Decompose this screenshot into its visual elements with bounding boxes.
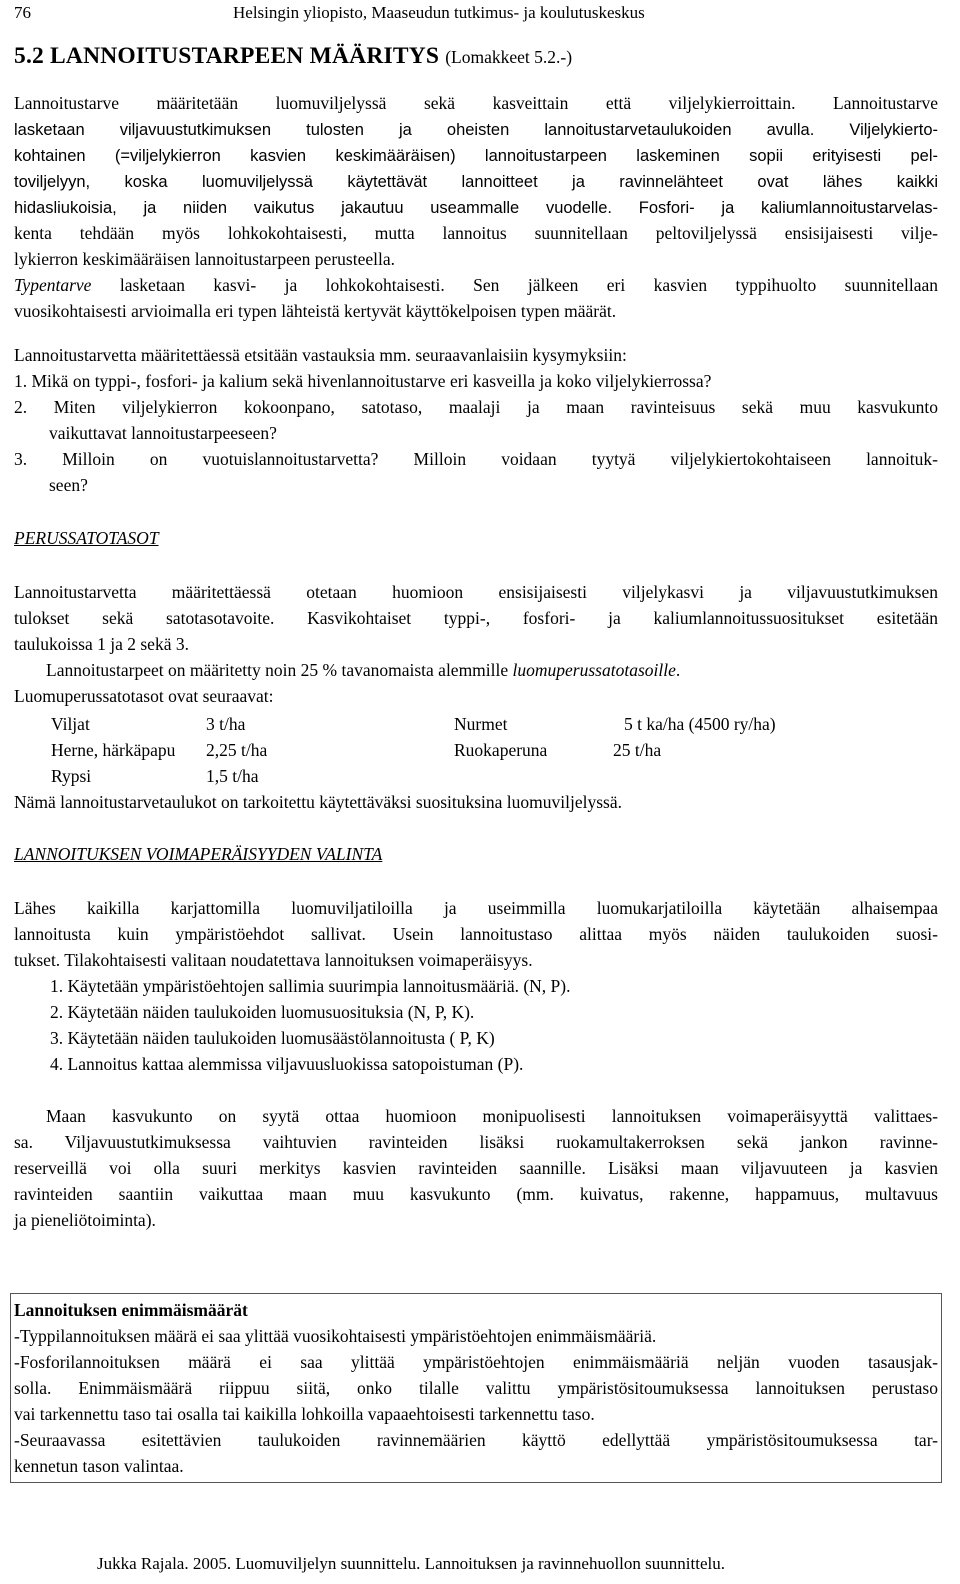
box-line-1: -Typpilannoituksen määrä ei saa ylittää vuosikohtaisesti ympäristöehtojen enimmäismääriä. xyxy=(14,1326,657,1346)
questions-lead: Lannoitustarvetta määritettäessä etsitään vastauksia mm. seuraavanlaisiin kysymyksiin: xyxy=(14,345,627,365)
box-title: Lannoituksen enimmäismäärät xyxy=(14,1300,248,1320)
intro-line-3-text: kohtainen (=viljelykierron kasvien keskimääräisen) lannoitustarpeen laskeminen sopii erityisesti pel- xyxy=(14,147,938,165)
perussatotasot-line-4-end: . xyxy=(675,660,681,680)
luomuperussatotasoille-term: luomuperussatotasoille xyxy=(512,660,676,680)
intro-line-1: Lannoitustarve määritetään luomuviljelyssä sekä kasveittain että viljelykierroittain. Lannoitustarve xyxy=(14,93,938,113)
intro-line-2 xyxy=(14,116,938,143)
perussatotasot-line-1: Lannoitustarvetta määritettäessä otetaan huomioon ensisijaisesti viljelykasvi ja viljavuustutkimuksen xyxy=(14,582,938,602)
perussatotasot-line-3: taulukoissa 1 ja 2 sekä 3. xyxy=(14,634,189,654)
section-forms: (Lomakkeet 5.2.-) xyxy=(445,47,573,67)
kasvukunto-line-4: ravinteiden saantiin vaikuttaa maan muu kasvukunto (mm. kuivatus, rakenne, happamuus, multavuus xyxy=(14,1184,938,1204)
question-2-cont: vaikuttavat lannoitustarpeeseen? xyxy=(49,423,277,443)
list-item: 1. Käytetään ympäristöehtojen sallimia suurimpia lannoitusmääriä. (N, P). xyxy=(50,976,571,996)
intro-line-5-text: hidasliukoisia, ja niiden vaikutus jakautuu useammalle vuodelle. Fosfori- ja kaliumlannoitustarvelas- xyxy=(14,199,938,217)
yield-value: 3 t/ha xyxy=(206,714,246,734)
intro-line-4 xyxy=(14,168,938,195)
yield-value: 2,25 t/ha xyxy=(206,740,268,760)
intro-line-8-rest: lasketaan kasvi- ja lohkokohtaisesti. Sen jälkeen eri kasvien typpihuolto suunnitellaan xyxy=(91,275,938,295)
header-institution: Helsingin yliopisto, Maaseudun tutkimus- ja koulutuskeskus xyxy=(233,3,645,22)
voimaperaisyys-line-1: Lähes kaikilla karjattomilla luomuviljatiloilla ja useimmilla luomukarjatiloilla käytetään alhaisempaa xyxy=(14,898,938,918)
question-2: 2. Miten viljelykierron kokoonpano, satotaso, maalaji ja maan ravinteisuus sekä muu kasvukunto xyxy=(14,397,938,417)
list-item: 4. Lannoitus kattaa alemmissa viljavuusluokissa satopoistuman (P). xyxy=(50,1054,524,1074)
yield-crop: Ruokaperuna xyxy=(454,740,548,760)
voimaperaisyys-line-2: lannoitusta kuin ympäristöehdot sallivat. Usein lannoitustaso alittaa myös näiden taulukoiden suosi- xyxy=(14,924,938,944)
intro-line-2-text: lasketaan viljavuustutkimuksen tulosten ja oheisten lannoitustarvetaulukoiden avulla. Viljelykierto- xyxy=(14,121,938,139)
kasvukunto-line-1: Maan kasvukunto on syytä ottaa huomioon monipuolisesti lannoituksen voimaperäisyyttä valittaes- xyxy=(46,1106,938,1126)
perussatotasot-line-6: Nämä lannoitustarvetaulukot on tarkoitettu käytettäväksi suosituksina luomuviljelyssä. xyxy=(14,792,623,812)
section-heading xyxy=(14,43,572,70)
page-footer: Jukka Rajala. 2005. Luomuviljelyn suunnittelu. Lannoituksen ja ravinnehuollon suunnittelu. xyxy=(97,1554,725,1573)
box-line-6: kennetun tason valintaa. xyxy=(14,1456,184,1476)
perussatotasot-line-4-start: Lannoitustarpeet on määritetty noin 25 % tavanomaista alemmille xyxy=(46,660,513,680)
perussatotasot-line-5: Luomuperussatotasot ovat seuraavat: xyxy=(14,686,274,706)
intro-line-3 xyxy=(14,142,938,169)
voimaperaisyys-line-3: tukset. Tilakohtaisesti valitaan noudatettava lannoituksen voimaperäisyys. xyxy=(14,950,533,970)
kasvukunto-line-3: reserveillä voi olla suuri merkitys kasvien ravinteiden saannille. Lisäksi maan viljavuuteen ja kasvien xyxy=(14,1158,938,1178)
intro-line-8 xyxy=(14,272,938,298)
perussatotasot-heading: PERUSSATOTASOT xyxy=(14,528,159,548)
perussatotasot-line-4 xyxy=(46,657,680,683)
yield-crop: Rypsi xyxy=(51,766,92,786)
question-1: 1. Mikä on typpi-, fosfori- ja kalium sekä hivenlannoitustarve eri kasveilla ja koko viljelykierrossa? xyxy=(14,371,712,391)
question-3-cont: seen? xyxy=(49,475,88,495)
yield-crop: Nurmet xyxy=(454,714,508,734)
box-line-2: -Fosforilannoituksen määrä ei saa ylittää ympäristöehtojen enimmäismääriä neljän vuoden tasausjak- xyxy=(14,1352,938,1372)
yield-crop: Herne, härkäpapu xyxy=(51,740,176,760)
intro-line-9: vuosikohtaisesti arvioimalla eri typen lähteistä kertyvät käyttökelpoisen typen määrät. xyxy=(14,301,617,321)
yield-value: 1,5 t/ha xyxy=(206,766,259,786)
page-number: 76 xyxy=(14,3,31,22)
typentarve-term: Typentarve xyxy=(14,275,92,295)
question-3: 3. Milloin on vuotuislannoitustarvetta? Milloin voidaan tyytyä viljelykiertokohtaiseen lannoituk- xyxy=(14,449,938,469)
intro-line-4-text: toviljelyyn, koska luomuviljelyssä käytettävät lannoitteet ja ravinnelähteet ovat lähes kaikki xyxy=(14,173,938,191)
intro-line-6: kenta tehdään myös lohkokohtaisesti, mutta lannoitus suunnitellaan peltoviljelyssä ensisijaisesti vilje- xyxy=(14,223,938,243)
kasvukunto-line-2: sa. Viljavuustutkimuksessa vaihtuvien ravinteiden lisäksi ruokamultakerroksen sekä jankon ravinne- xyxy=(14,1132,938,1152)
yield-value: 5 t ka/ha (4500 ry/ha) xyxy=(624,714,776,734)
list-item: 2. Käytetään näiden taulukoiden luomusuosituksia (N, P, K). xyxy=(50,1002,475,1022)
section-title: 5.2 LANNOITUSTARPEEN MÄÄRITYS xyxy=(14,43,440,69)
voimaperaisyys-heading: LANNOITUKSEN VOIMAPERÄISYYDEN VALINTA xyxy=(14,844,383,864)
perussatotasot-line-2: tulokset sekä satotasotavoite. Kasvikohtaiset typpi-, fosfori- ja kaliumlannoitussuositukset esitetään xyxy=(14,608,938,628)
list-item: 3. Käytetään näiden taulukoiden luomusäästölannoitusta ( P, K) xyxy=(50,1028,495,1048)
yield-crop: Viljat xyxy=(51,714,90,734)
kasvukunto-line-5: ja pieneliötoiminta). xyxy=(14,1210,156,1230)
box-line-5: -Seuraavassa esitettävien taulukoiden ravinnemäärien käyttö edellyttää ympäristösitoumuksessa tar- xyxy=(14,1430,938,1450)
intro-line-7: lykierron keskimääräisen lannoitustarpeen perusteella. xyxy=(14,249,395,269)
yield-value: 25 t/ha xyxy=(613,740,662,760)
box-line-3: solla. Enimmäismäärä riippuu siitä, onko tilalle valittu ympäristösitoumuksessa lannoituksen perustaso xyxy=(14,1378,938,1398)
box-line-4: vai tarkennettu taso tai osalla tai kaikilla lohkoilla vapaaehtoisesti tarkennettu taso. xyxy=(14,1404,595,1424)
intro-line-5 xyxy=(14,194,938,221)
